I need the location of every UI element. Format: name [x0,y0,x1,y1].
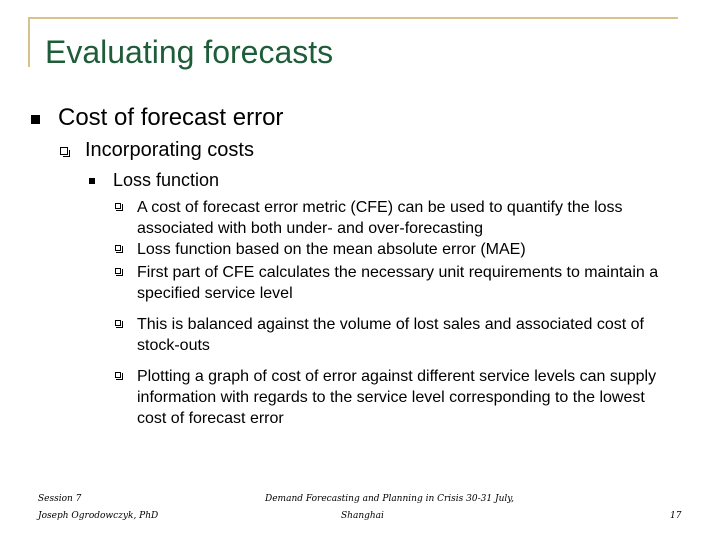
bullet-icon [115,268,121,274]
level3-heading: Loss function [113,170,220,190]
bullet-text: First part of CFE calculates the necessary unit requirements to maintain a specified service level [137,264,659,302]
title-frame-left-line [28,17,30,67]
bullet-icon [115,372,121,378]
level3-bullet-icon [89,178,95,184]
bullet-icon [115,203,121,209]
bullet-text: Loss function based on the mean absolute error (MAE) [137,241,526,258]
footer-event-line2: Shanghai [341,511,384,521]
bullet-text: A cost of forecast error metric (CFE) can be used to quantify the loss associated with both under- and over-forecasting [137,199,623,237]
slide-title: Evaluating forecasts [45,34,334,70]
bullet-icon [115,320,121,326]
title-frame-top-line [28,17,678,19]
bullet-text: Plotting a graph of cost of error against different service levels can supply information with regards to the service level corresponding to the lowest cost of forecast error [137,368,657,427]
footer-event-line1: Demand Forecasting and Planning in Crisis 30-31 July, [265,494,514,504]
footer-author: Joseph Ogrodowczyk, PhD [38,511,159,521]
bullet-icon [115,245,121,251]
level2-heading: Incorporating costs [85,139,254,161]
footer-session: Session 7 [38,494,82,504]
level2-bullet-icon [60,147,68,155]
level1-bullet-icon [31,115,40,124]
level1-heading: Cost of forecast error [58,104,284,131]
page-number: 17 [670,511,682,521]
bullet-text: This is balanced against the volume of lost sales and associated cost of stock-outs [137,316,644,354]
